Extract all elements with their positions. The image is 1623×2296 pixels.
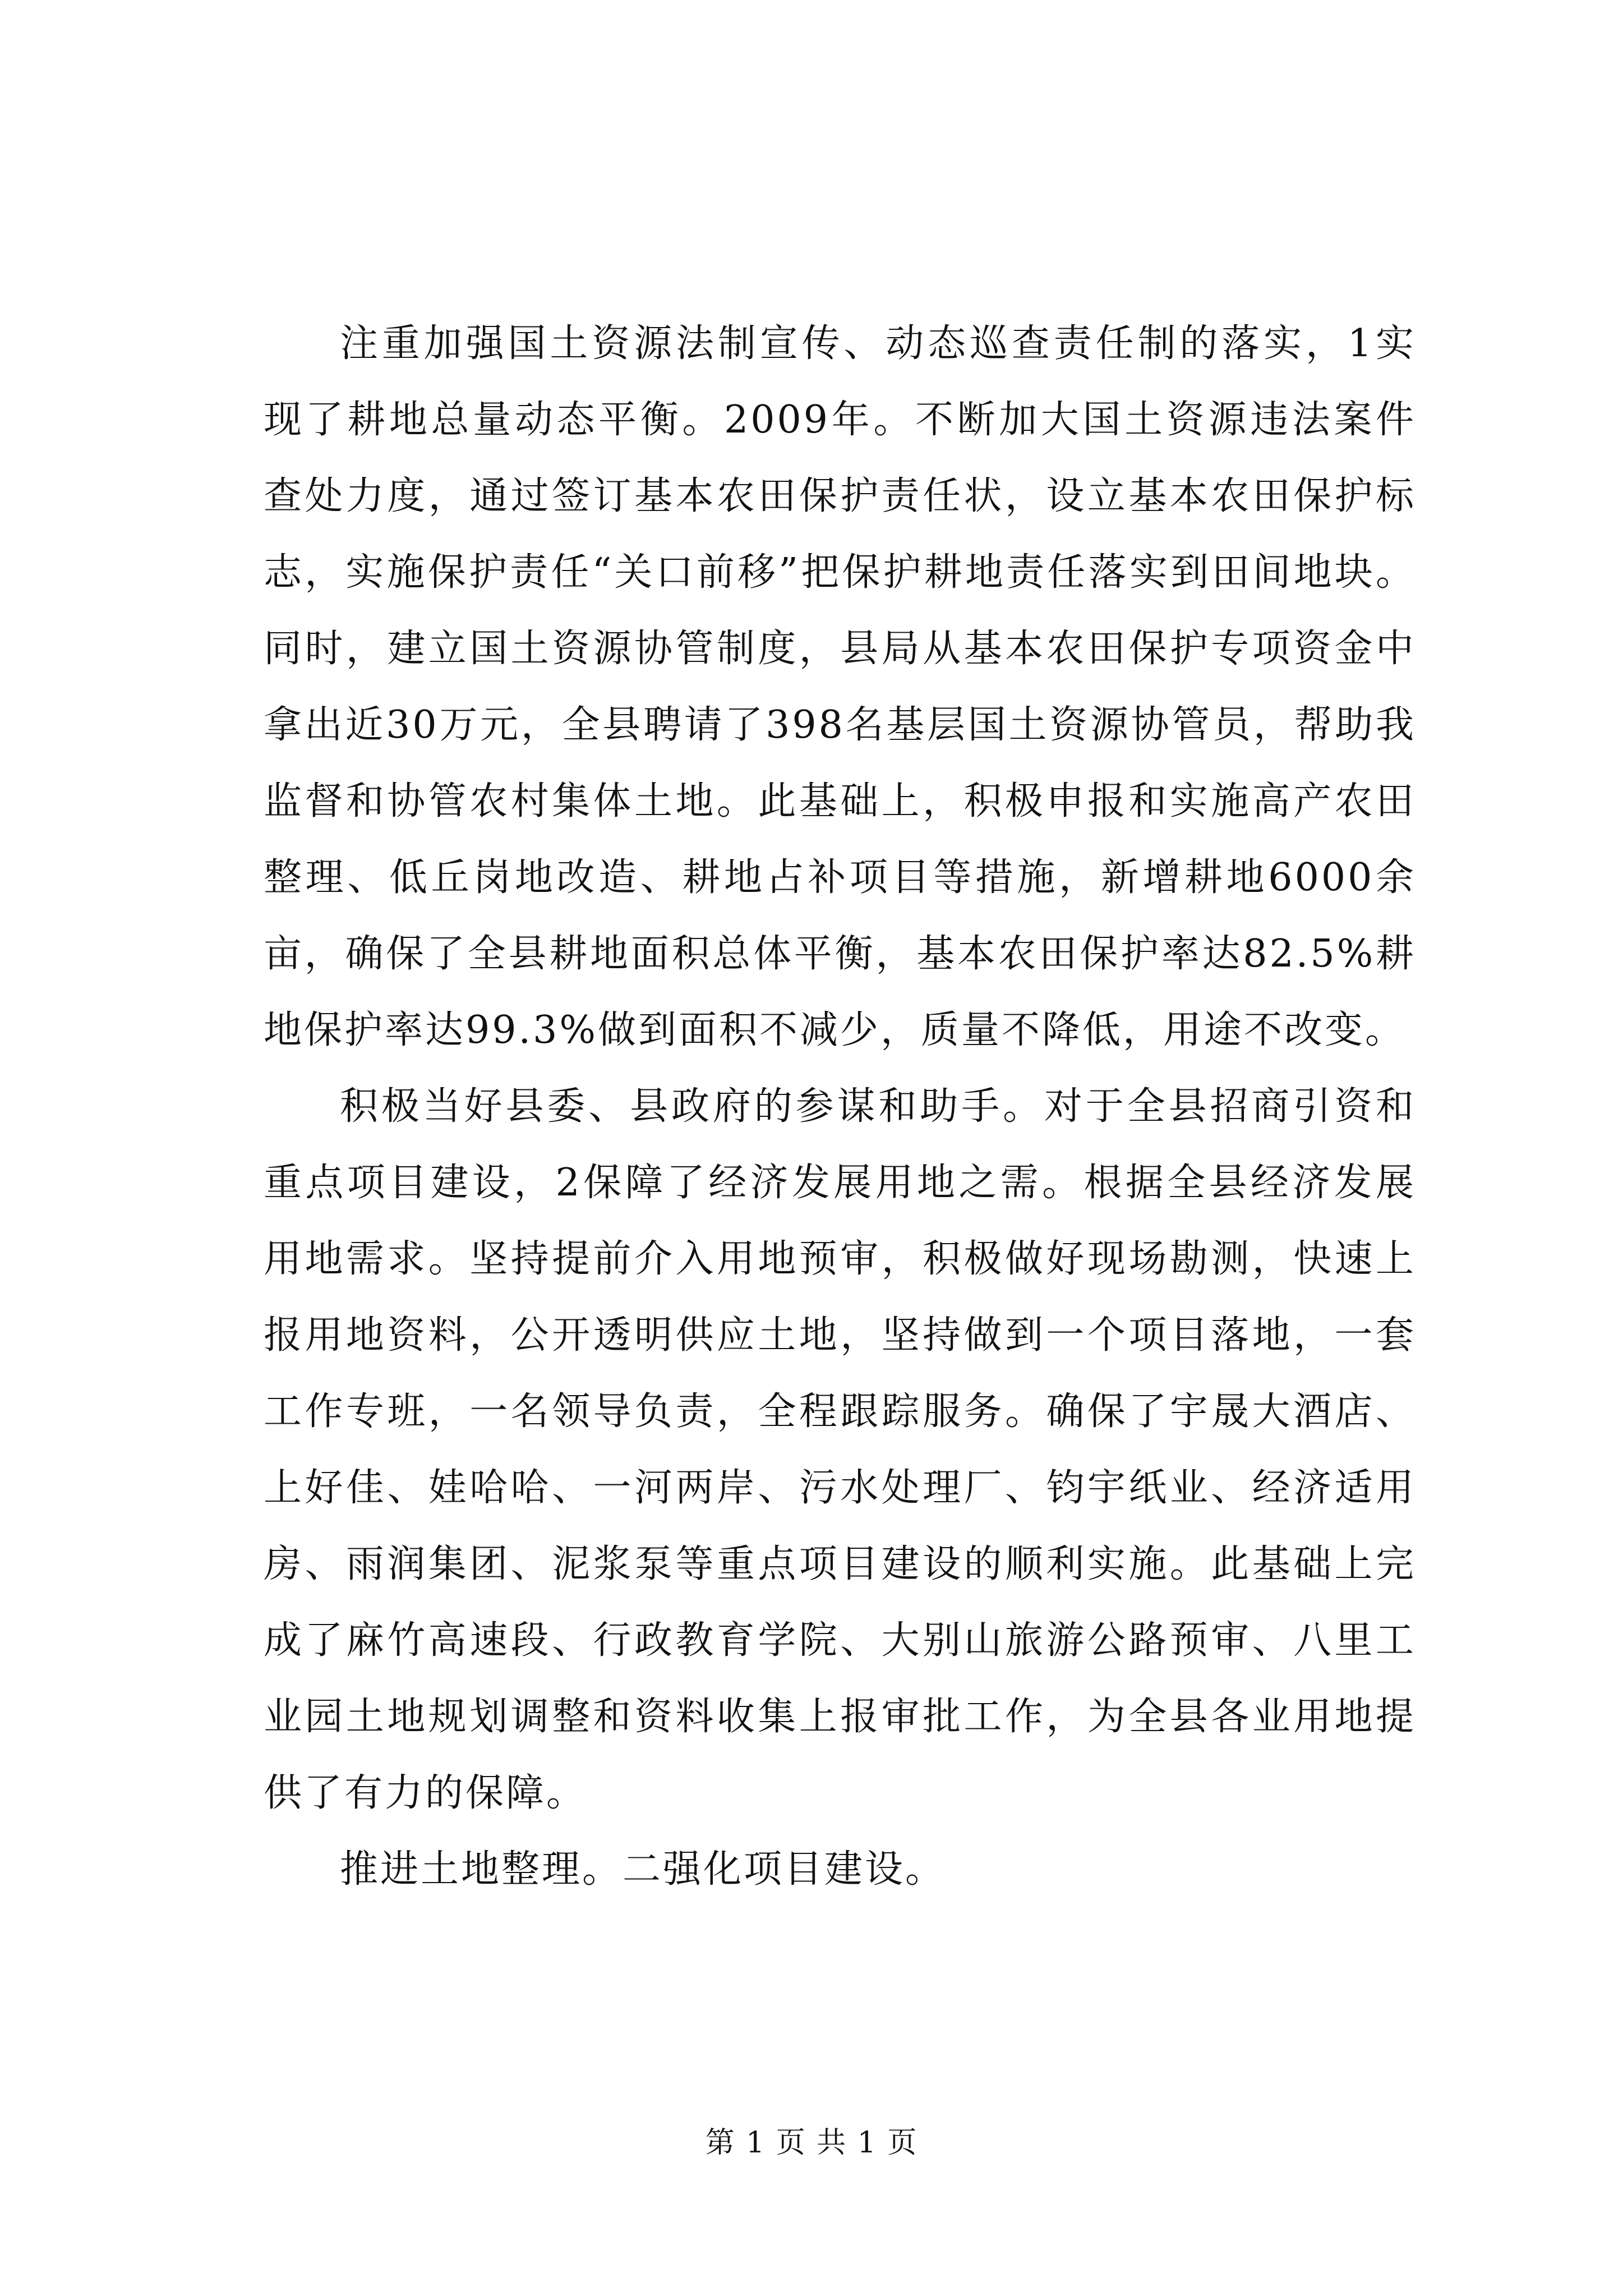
page-number-footer: 第 1 页 共 1 页: [705, 2126, 918, 2160]
document-body: [264, 306, 1416, 1908]
paragraph-farmland-protection: 注重加强国土资源法制宣传、动态巡查责任制的落实，1实现了耕地总量动态平衡。2009年。不断加大国土资源违法案件查处力度，通过签订基本农田保护责任状，设立基本农田保护标志，实施保护责任“关口前移”把保护耕地责任落实到田间地块。同时，建立国土资源协管制度，县局从基本农田保护专项资金中拿出近30万元，全县聘请了398名基层国土资源协管员，帮助我监督和协管农村集体土地。此基础上，积极申报和实施高产农田整理、低丘岗地改造、耕地占补项目等措施，新增耕地6000余亩，确保了全县耕地面积总体平衡，基本农田保护率达82.5%耕地保护率达99.3%做到面积不减少，质量不降低，用途不改变。: [264, 321, 1416, 1052]
paragraph-project-land-use: 积极当好县委、县政府的参谋和助手。对于全县招商引资和重点项目建设，2保障了经济发展用地之需。根据全县经济发展用地需求。坚持提前介入用地预审，积极做好现场勘测，快速上报用地资料，公开透明供应土地，坚持做到一个项目落地，一套工作专班，一名领导负责，全程跟踪服务。确保了宇晟大酒店、上好佳、娃哈哈、一河两岸、污水处理厂、钧宇纸业、经济适用房、雨润集团、泥浆泵等重点项目建设的顺利实施。此基础上完成了麻竹高速段、行政教育学院、大别山旅游公路预审、八里工业园土地规划调整和资料收集上报审批工作，为全县各业用地提供了有力的保障。: [264, 1084, 1416, 1815]
paragraph-land-consolidation: 推进土地整理。二强化项目建设。: [340, 1847, 946, 1892]
